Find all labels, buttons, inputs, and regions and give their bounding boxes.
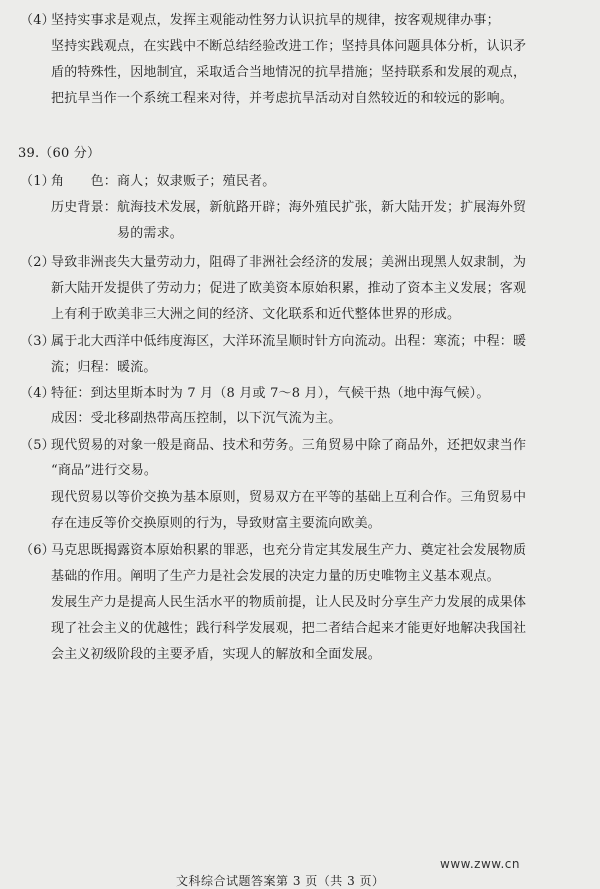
paragraph-line: 上有利于欧美非三大洲之间的经济、文化联系和近代整体世界的形成。: [51, 307, 461, 322]
paragraph-line: 盾的特殊性，因地制宜，采取适合当地情况的抗旱措施；坚持联系和发展的观点，: [51, 65, 527, 80]
paragraph-line: 马克思既揭露资本原始积累的罪恶，也充分肯定其发展生产力、奠定社会发展物质: [51, 543, 527, 558]
watermark-text: www.zww.cn: [440, 857, 520, 871]
paragraph-line: 发展生产力是提高人民生活水平的物质前提，让人民及时分享生产力发展的成果体: [51, 595, 527, 610]
paragraph-line: 导致非洲丧失大量劳动力，阻碍了非洲社会经济的发展；美洲出现黑人奴隶制，为: [51, 255, 527, 270]
item-number: （5）: [20, 438, 55, 453]
paragraph-line: 坚持实践观点，在实践中不断总结经验改进工作；坚持具体问题具体分析，认识矛: [51, 39, 527, 54]
paragraph-line: 角 色：商人；奴隶贩子；殖民者。: [51, 174, 276, 189]
paragraph-line: 会主义初级阶段的主要矛盾，实现人的解放和全面发展。: [51, 647, 382, 662]
item-number: （3）: [20, 334, 55, 349]
paragraph-line: 流；归程：暖流。: [51, 360, 157, 375]
paragraph-line: “商品”进行交易。: [51, 463, 158, 478]
paragraph-line: 历史背景：航海技术发展，新航路开辟；海外殖民扩张，新大陆开发；扩展海外贸: [51, 200, 527, 215]
paragraph-line: 现了社会主义的优越性；践行科学发展观，把二者结合起来才能更好地解决我国社: [51, 621, 527, 636]
paragraph-line: 坚持实事求是观点，发挥主观能动性努力认识抗旱的规律，按客观规律办事；: [51, 13, 500, 28]
paragraph-line: 把抗旱当作一个系统工程来对待，并考虑抗旱活动对自然较近的和较远的影响。: [51, 91, 514, 106]
item-number: （4）: [20, 386, 55, 401]
item-number: （1）: [20, 174, 55, 189]
paragraph-line: 存在违反等价交换原则的行为，导致财富主要流向欧美。: [51, 516, 382, 531]
paragraph-line: 属于北大西洋中低纬度海区，大洋环流呈顺时针方向流动。出程：寒流；中程：暖: [51, 334, 527, 349]
item-number: （4）: [20, 13, 55, 28]
paragraph-line: 新大陆开发提供了劳动力；促进了欧美资本原始积累，推动了资本主义发展；客观: [51, 281, 527, 296]
item-number: （6）: [20, 543, 55, 558]
paragraph-line: 易的需求。: [51, 226, 184, 241]
paragraph-line: 特征：到达里斯本时为 7 月（8 月或 7～8 月），气候干热（地中海气候）。: [51, 386, 490, 401]
item-number: （2）: [20, 255, 55, 270]
paragraph-line: 基础的作用。阐明了生产力是社会发展的决定力量的历史唯物主义基本观点。: [51, 569, 500, 584]
paragraph-line: 成因：受北移副热带高压控制，以下沉气流为主。: [51, 411, 342, 426]
question-header: 39.（60 分）: [18, 146, 101, 161]
page-footer: 文科综合试题答案第 3 页（共 3 页）: [176, 874, 385, 888]
paragraph-line: 现代贸易的对象一般是商品、技术和劳务。三角贸易中除了商品外，还把奴隶当作: [51, 438, 527, 453]
paragraph-line: 现代贸易以等价交换为基本原则，贸易双方在平等的基础上互利合作。三角贸易中: [51, 490, 527, 505]
